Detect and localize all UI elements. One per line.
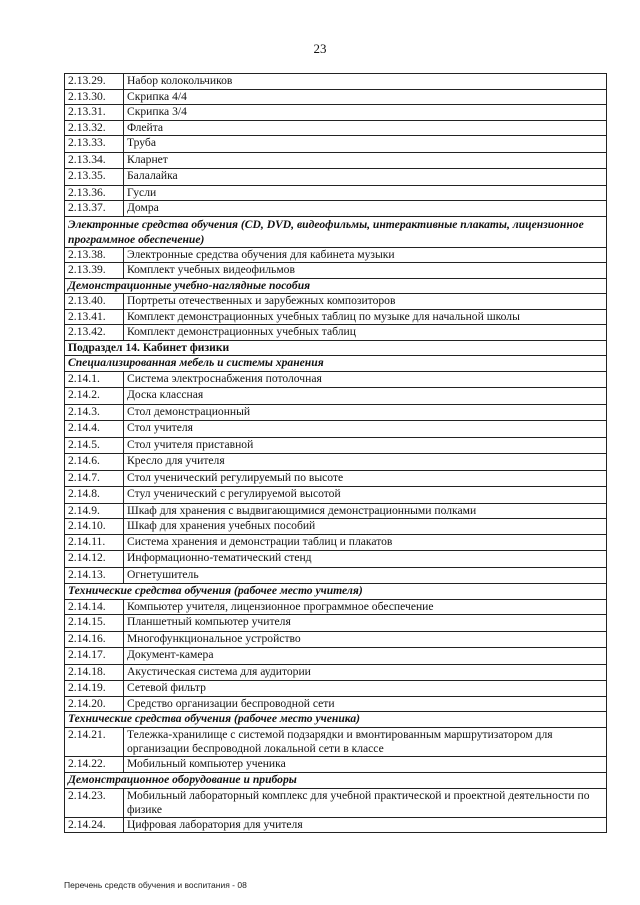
item-number: 2.14.1. bbox=[65, 371, 124, 388]
table-row bbox=[65, 294, 607, 310]
table-row bbox=[65, 263, 607, 279]
item-description: Шкаф для хранения с выдвигающимися демонстрационными полками bbox=[124, 503, 607, 519]
table-row bbox=[65, 152, 607, 169]
item-description: Комплект учебных видеофильмов bbox=[124, 263, 607, 279]
item-number: 2.14.18. bbox=[65, 664, 124, 681]
table-row bbox=[65, 681, 607, 697]
table-row bbox=[65, 371, 607, 388]
page-number: 23 bbox=[313, 41, 327, 56]
item-number: 2.14.4. bbox=[65, 421, 124, 438]
section-heading-row bbox=[65, 584, 607, 600]
item-description: Гусли bbox=[124, 185, 607, 201]
table-row bbox=[65, 696, 607, 712]
item-description: Стол учителя bbox=[124, 421, 607, 438]
item-number: 2.14.14. bbox=[65, 599, 124, 615]
item-number: 2.14.23. bbox=[65, 788, 124, 817]
item-description: Комплект демонстрационных учебных таблиц по музыке для начальной школы bbox=[124, 309, 607, 325]
item-description: Многофункциональное устройство bbox=[124, 631, 607, 648]
table-row bbox=[65, 247, 607, 263]
item-number: 2.13.36. bbox=[65, 185, 124, 201]
item-number: 2.13.34. bbox=[65, 152, 124, 169]
page-footer: Перечень средств обучения и воспитания - 08 bbox=[64, 880, 247, 890]
item-number: 2.14.10. bbox=[65, 519, 124, 535]
table-row bbox=[65, 388, 607, 405]
table-row bbox=[65, 201, 607, 217]
table-row bbox=[65, 404, 607, 421]
item-description: Флейта bbox=[124, 120, 607, 136]
item-number: 2.14.15. bbox=[65, 615, 124, 632]
item-description: Труба bbox=[124, 136, 607, 153]
table-row bbox=[65, 89, 607, 105]
item-description: Тележка-хранилище с системой подзарядки и вмонтированным маршрутизатором для организации беспроводной локальной сети в классе bbox=[124, 727, 607, 756]
item-number: 2.14.11. bbox=[65, 534, 124, 551]
table-row bbox=[65, 567, 607, 584]
section-heading: Специализированная мебель и системы хранения bbox=[65, 356, 607, 372]
table-row bbox=[65, 437, 607, 454]
item-description: Цифровая лаборатория для учителя bbox=[124, 817, 607, 833]
item-number: 2.14.20. bbox=[65, 696, 124, 712]
item-description: Мобильный лабораторный комплекс для учебной практической и проектной деятельности по физике bbox=[124, 788, 607, 817]
item-description: Документ-камера bbox=[124, 648, 607, 665]
item-number: 2.13.29. bbox=[65, 74, 124, 90]
table-row bbox=[65, 487, 607, 504]
subsection-heading: Подраздел 14. Кабинет физики bbox=[65, 340, 607, 356]
table-row bbox=[65, 105, 607, 121]
table-row bbox=[65, 756, 607, 773]
table-row bbox=[65, 120, 607, 136]
subsection-heading-row bbox=[65, 340, 607, 356]
item-number: 2.13.31. bbox=[65, 105, 124, 121]
section-heading-row bbox=[65, 278, 607, 294]
item-description: Огнетушитель bbox=[124, 567, 607, 584]
table-row bbox=[65, 788, 607, 817]
item-description: Стул ученический с регулируемой высотой bbox=[124, 487, 607, 504]
item-number: 2.13.38. bbox=[65, 247, 124, 263]
item-description: Средство организации беспроводной сети bbox=[124, 696, 607, 712]
item-description: Сетевой фильтр bbox=[124, 681, 607, 697]
item-number: 2.14.13. bbox=[65, 567, 124, 584]
table-row bbox=[65, 615, 607, 632]
item-number: 2.14.7. bbox=[65, 470, 124, 487]
section-heading-row bbox=[65, 712, 607, 728]
table-row bbox=[65, 454, 607, 471]
equipment-table bbox=[64, 73, 607, 833]
table-row bbox=[65, 551, 607, 568]
item-description: Стол учителя приставной bbox=[124, 437, 607, 454]
item-number: 2.13.30. bbox=[65, 89, 124, 105]
item-description: Мобильный компьютер ученика bbox=[124, 756, 607, 773]
item-description: Система хранения и демонстрации таблиц и плакатов bbox=[124, 534, 607, 551]
item-description: Информационно-тематический стенд bbox=[124, 551, 607, 568]
item-description: Кларнет bbox=[124, 152, 607, 169]
table-row bbox=[65, 169, 607, 186]
item-number: 2.14.22. bbox=[65, 756, 124, 773]
item-description: Планшетный компьютер учителя bbox=[124, 615, 607, 632]
item-number: 2.13.42. bbox=[65, 325, 124, 341]
section-heading-row bbox=[65, 356, 607, 372]
item-number: 2.14.17. bbox=[65, 648, 124, 665]
item-description: Скрипка 3/4 bbox=[124, 105, 607, 121]
table-row bbox=[65, 599, 607, 615]
table-row bbox=[65, 534, 607, 551]
table-row bbox=[65, 503, 607, 519]
item-number: 2.14.16. bbox=[65, 631, 124, 648]
item-number: 2.13.40. bbox=[65, 294, 124, 310]
table-row bbox=[65, 185, 607, 201]
item-number: 2.13.32. bbox=[65, 120, 124, 136]
section-heading: Демонстрационные учебно-наглядные пособия bbox=[65, 278, 607, 294]
section-heading: Демонстрационное оборудование и приборы bbox=[65, 773, 607, 789]
table-row bbox=[65, 648, 607, 665]
table-row bbox=[65, 74, 607, 90]
item-number: 2.13.37. bbox=[65, 201, 124, 217]
item-description: Кресло для учителя bbox=[124, 454, 607, 471]
item-description: Система электроснабжения потолочная bbox=[124, 371, 607, 388]
item-description: Комплект демонстрационных учебных таблиц bbox=[124, 325, 607, 341]
item-description: Стол ученический регулируемый по высоте bbox=[124, 470, 607, 487]
item-description: Балалайка bbox=[124, 169, 607, 186]
table-row bbox=[65, 421, 607, 438]
item-number: 2.14.24. bbox=[65, 817, 124, 833]
item-number: 2.13.41. bbox=[65, 309, 124, 325]
table-row bbox=[65, 136, 607, 153]
item-description: Домра bbox=[124, 201, 607, 217]
item-description: Акустическая система для аудитории bbox=[124, 664, 607, 681]
table-row bbox=[65, 470, 607, 487]
item-number: 2.13.39. bbox=[65, 263, 124, 279]
item-description: Набор колокольчиков bbox=[124, 74, 607, 90]
item-description: Стол демонстрационный bbox=[124, 404, 607, 421]
section-heading: Электронные средства обучения (CD, DVD, видеофильмы, интерактивные плакаты, лицензионное программное обеспечение) bbox=[65, 216, 607, 247]
table-row bbox=[65, 309, 607, 325]
section-heading: Технические средства обучения (рабочее место учителя) bbox=[65, 584, 607, 600]
item-number: 2.14.8. bbox=[65, 487, 124, 504]
item-number: 2.13.35. bbox=[65, 169, 124, 186]
table-row bbox=[65, 631, 607, 648]
item-description: Доска классная bbox=[124, 388, 607, 405]
item-number: 2.14.3. bbox=[65, 404, 124, 421]
item-number: 2.14.2. bbox=[65, 388, 124, 405]
item-number: 2.14.21. bbox=[65, 727, 124, 756]
section-heading-row bbox=[65, 773, 607, 789]
equipment-table-body bbox=[65, 74, 607, 833]
table-row bbox=[65, 325, 607, 341]
item-description: Портреты отечественных и зарубежных композиторов bbox=[124, 294, 607, 310]
section-heading: Технические средства обучения (рабочее место ученика) bbox=[65, 712, 607, 728]
item-number: 2.14.12. bbox=[65, 551, 124, 568]
item-number: 2.14.19. bbox=[65, 681, 124, 697]
item-number: 2.14.5. bbox=[65, 437, 124, 454]
table-row bbox=[65, 519, 607, 535]
table-row bbox=[65, 664, 607, 681]
table-row bbox=[65, 817, 607, 833]
item-description: Скрипка 4/4 bbox=[124, 89, 607, 105]
section-heading-row bbox=[65, 216, 607, 247]
item-description: Шкаф для хранения учебных пособий bbox=[124, 519, 607, 535]
item-description: Компьютер учителя, лицензионное программное обеспечение bbox=[124, 599, 607, 615]
item-number: 2.14.9. bbox=[65, 503, 124, 519]
item-number: 2.14.6. bbox=[65, 454, 124, 471]
table-row bbox=[65, 727, 607, 756]
item-number: 2.13.33. bbox=[65, 136, 124, 153]
item-description: Электронные средства обучения для кабинета музыки bbox=[124, 247, 607, 263]
